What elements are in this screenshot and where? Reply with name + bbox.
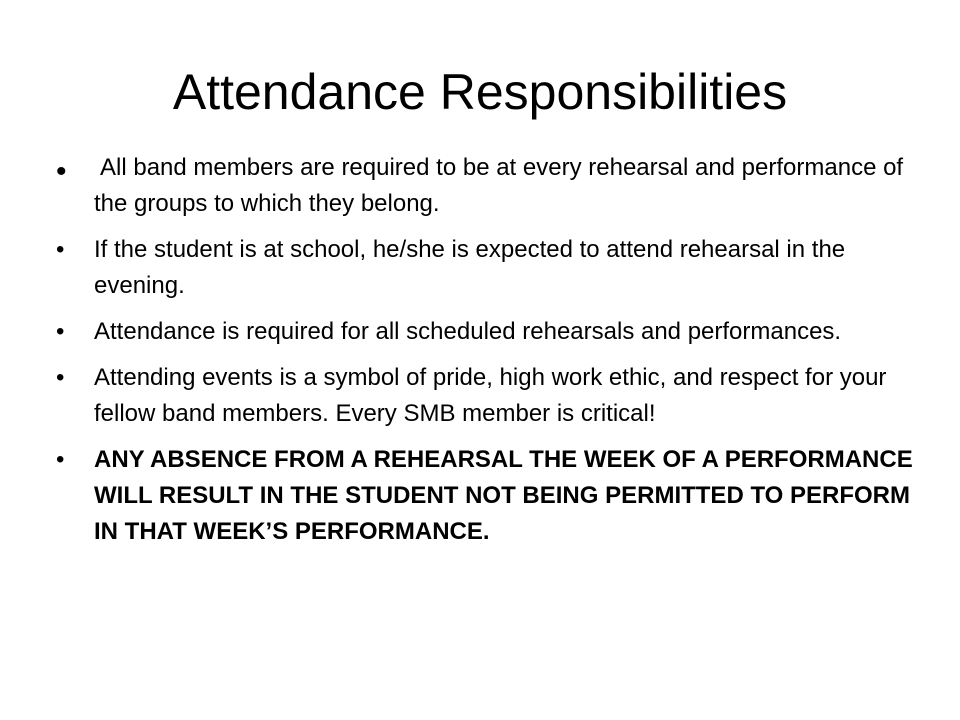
slide-title: Attendance Responsibilities: [172, 64, 788, 120]
bullet-item: [56, 360, 916, 432]
bullet-item: [56, 150, 916, 222]
bullet-dot-icon: •: [56, 318, 65, 345]
bullet-item: [56, 232, 916, 304]
bullet-dot-icon: •: [56, 364, 65, 391]
bullet-text: All band members are required to be at every rehearsal and performance of the groups to which they belong.: [94, 154, 904, 217]
bullet-text: Attending events is a symbol of pride, high work ethic, and respect for your fellow band members. Every SMB member is critical!: [94, 364, 887, 427]
bullet-text: If the student is at school, he/she is expected to attend rehearsal in the evening.: [94, 236, 846, 299]
bullet-item: [56, 314, 916, 350]
bullet-list: [56, 150, 916, 560]
bullet-text-warning: ANY ABSENCE FROM A REHEARSAL THE WEEK OF A PERFORMANCE WILL RESULT IN THE STUDENT NOT BEING PERMITTED TO PERFORM IN THAT WEEK’S PERFORMANCE.: [94, 446, 913, 545]
bullet-text: Attendance is required for all scheduled rehearsals and performances.: [94, 318, 842, 345]
bullet-item-warning: [56, 442, 916, 550]
bullet-dot-icon: •: [56, 446, 65, 473]
bullet-dot-icon: •: [56, 236, 65, 263]
bullet-dot-icon: •: [56, 155, 67, 188]
